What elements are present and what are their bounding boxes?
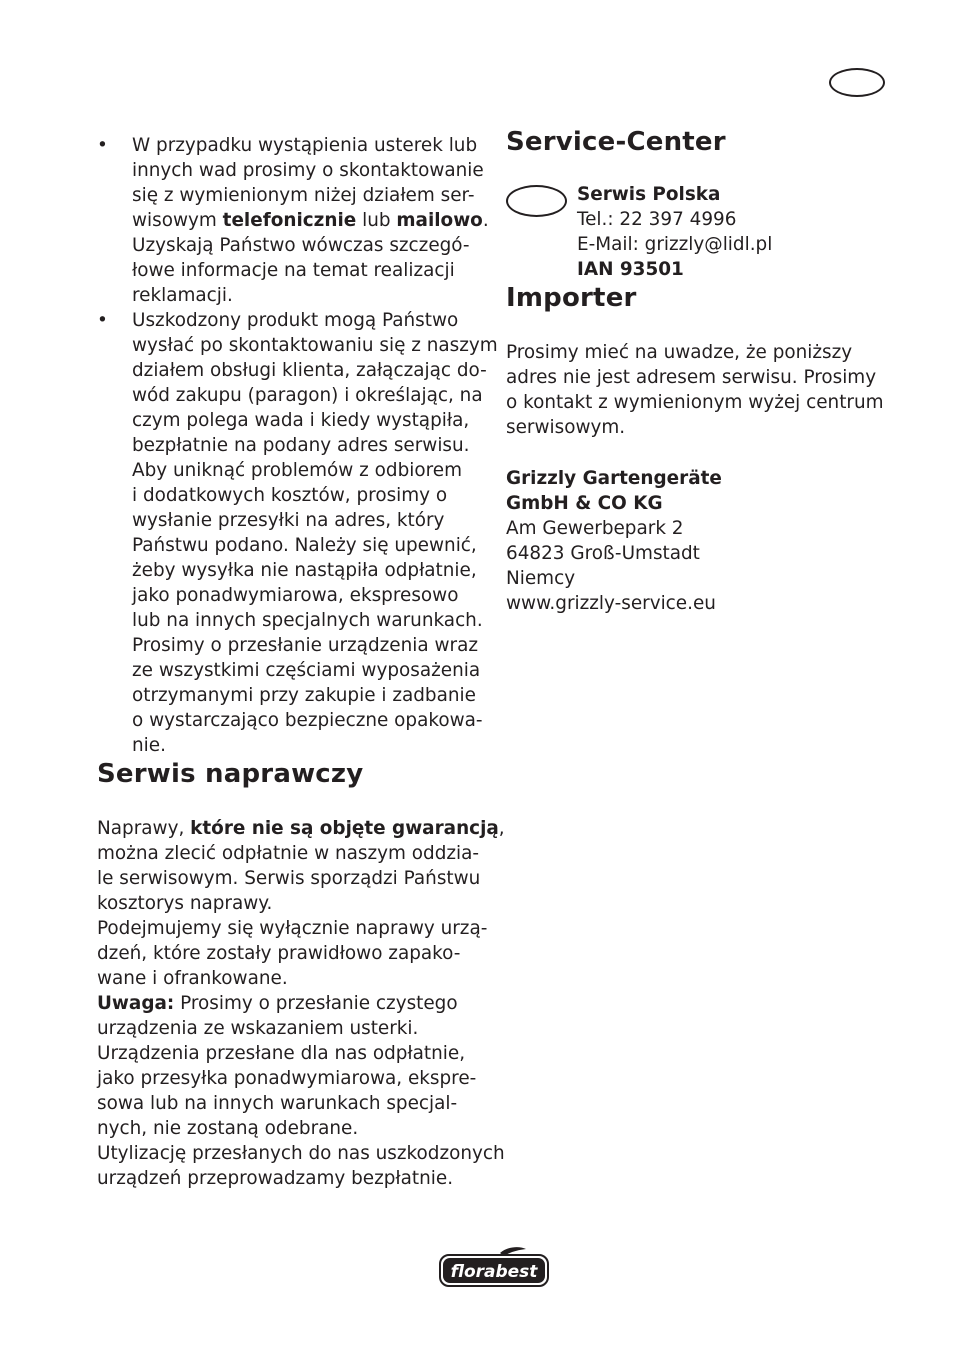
- text-line: [132, 283, 482, 308]
- text-line: [132, 383, 482, 408]
- service-ian: IAN 93501: [577, 259, 684, 280]
- bold-text: Uwaga:: [97, 993, 175, 1014]
- text-run: wód zakupu (paragon) i określając, na: [132, 385, 483, 406]
- bullet-text: [132, 133, 489, 308]
- text-run: innych wad prosimy o skontaktowanie: [132, 160, 484, 181]
- repair-section-text: [97, 816, 505, 1191]
- text-line: [97, 1016, 482, 1041]
- text-run: urządzeń przeprowadzamy bezpłatnie.: [97, 1168, 454, 1189]
- text-run: lub: [356, 210, 397, 231]
- text-run: czym polega wada i kiedy wystąpiła,: [132, 410, 470, 431]
- text-run: wisowym: [132, 210, 223, 231]
- text-run: Naprawy,: [97, 818, 191, 839]
- text-line: [132, 533, 482, 558]
- logo-text: florabest: [450, 1262, 538, 1282]
- text-run: .: [482, 210, 489, 231]
- text-line: [132, 308, 482, 333]
- bold-text: telefonicznie: [222, 210, 357, 231]
- left-column: [97, 133, 505, 1191]
- text-line: [97, 891, 482, 916]
- country-oval-marker: [506, 185, 567, 217]
- text-run: bezpłatnie na podany adres serwisu.: [132, 435, 470, 456]
- text-line: [132, 208, 489, 233]
- text-run: ,: [498, 818, 505, 839]
- importer-website: www.grizzly-service.eu: [506, 593, 716, 614]
- text-line: [132, 433, 482, 458]
- text-run: Prosimy o przesłanie czystego: [174, 993, 458, 1014]
- text-line: [132, 258, 482, 283]
- importer-company: GmbH & CO KG: [506, 493, 663, 514]
- bullet-text: [132, 308, 498, 758]
- text-line: [132, 508, 482, 533]
- text-line: [97, 1141, 505, 1166]
- importer-note-line: adres nie jest adresem serwisu. Prosimy: [506, 367, 877, 388]
- importer-note-line: Prosimy mieć na uwadze, że poniższy: [506, 342, 853, 363]
- text-line: [97, 866, 482, 891]
- text-run: wysłanie przesyłki na adres, który: [132, 510, 445, 531]
- bold-text: które nie są objęte gwarancją: [190, 818, 499, 839]
- bullet-item: [97, 308, 498, 758]
- text-line: [132, 333, 498, 358]
- text-line: [132, 408, 482, 433]
- text-line: [132, 233, 482, 258]
- importer-company: Grizzly Gartengeräte: [506, 468, 722, 489]
- text-line: [97, 916, 488, 941]
- text-run: jako przesyłka ponadwymiarowa, ekspre-: [97, 1068, 477, 1089]
- text-run: sowa lub na innych warunkach specjal-: [97, 1093, 458, 1114]
- text-line: [132, 483, 482, 508]
- text-line: [132, 608, 482, 633]
- text-run: jako ponadwymiarowa, ekspresowo: [132, 585, 459, 606]
- text-run: otrzymanymi przy zakupie i zadbanie: [132, 685, 476, 706]
- importer-street: Am Gewerbepark 2: [506, 518, 684, 539]
- text-line: [132, 683, 482, 708]
- importer-title: Importer: [506, 283, 637, 313]
- text-run: dzeń, które zostały prawidłowo zapako-: [97, 943, 461, 964]
- text-run: nych, nie zostaną odebrane.: [97, 1118, 359, 1139]
- text-run: Aby uniknąć problemów z odbiorem: [132, 460, 463, 481]
- importer-note-line: o kontakt z wymienionym wyżej centrum: [506, 392, 884, 413]
- importer-city: 64823 Groß-Umstadt: [506, 543, 700, 564]
- service-center-title: Service-Center: [506, 127, 726, 157]
- text-run: wane i ofrankowane.: [97, 968, 288, 989]
- text-run: Uzyskają Państwo wówczas szczegó-: [132, 235, 470, 256]
- text-line: [132, 133, 482, 158]
- service-name: Serwis Polska: [577, 184, 721, 205]
- text-run: lub na innych specjalnych warunkach.: [132, 610, 483, 631]
- text-run: nie.: [132, 735, 166, 756]
- text-run: Prosimy o przesłanie urządzenia wraz: [132, 635, 479, 656]
- text-line: [97, 1116, 482, 1141]
- text-line: [97, 841, 482, 866]
- importer-note-line: serwisowym.: [506, 417, 626, 438]
- text-line: [97, 966, 482, 991]
- text-line: [132, 358, 487, 383]
- text-run: Urządzenia przesłane dla nas odpłatnie,: [97, 1043, 466, 1064]
- bullet-item: [97, 133, 489, 308]
- text-run: Podejmujemy się wyłącznie naprawy urzą-: [97, 918, 488, 939]
- text-line: [132, 633, 482, 658]
- importer-address: [506, 466, 886, 616]
- text-line: [97, 1091, 482, 1116]
- text-line: [97, 1066, 482, 1091]
- text-line: [97, 1166, 482, 1191]
- text-run: Uszkodzony produkt mogą Państwo: [132, 310, 459, 331]
- text-run: i dodatkowych kosztów, prosimy o: [132, 485, 448, 506]
- text-line: [132, 708, 482, 733]
- bold-text: mailowo: [396, 210, 483, 231]
- text-line: [132, 183, 482, 208]
- language-oval-marker: [829, 68, 885, 97]
- repair-section-title: Serwis naprawczy: [97, 759, 364, 789]
- text-line: [97, 816, 505, 841]
- text-line: [97, 941, 482, 966]
- text-run: żeby wysyłka nie nastąpiła odpłatnie,: [132, 560, 477, 581]
- text-run: kosztorys naprawy.: [97, 893, 273, 914]
- text-run: działem obsługi klienta, załączając do-: [132, 360, 487, 381]
- text-run: się z wymienionym niżej działem ser-: [132, 185, 475, 206]
- text-run: reklamacji.: [132, 285, 233, 306]
- text-run: o wystarczająco bezpieczne opakowa-: [132, 710, 483, 731]
- service-phone: Tel.: 22 397 4996: [577, 209, 737, 230]
- text-line: [132, 733, 482, 758]
- service-email: E-Mail: grizzly@lidl.pl: [577, 234, 773, 255]
- service-contact: [506, 182, 886, 282]
- text-run: ze wszystkimi częściami wyposażenia: [132, 660, 481, 681]
- text-run: W przypadku wystąpienia usterek lub: [132, 135, 478, 156]
- florabest-logo: [438, 1245, 550, 1289]
- text-run: le serwisowym. Serwis sporządzi Państwu: [97, 868, 481, 889]
- text-run: Utylizację przesłanych do nas uszkodzonych: [97, 1143, 505, 1164]
- text-line: [132, 458, 482, 483]
- text-line: [132, 583, 482, 608]
- text-run: łowe informacje na temat realizacji: [132, 260, 455, 281]
- importer-note: [506, 340, 886, 440]
- text-line: [132, 158, 482, 183]
- importer-country: Niemcy: [506, 568, 576, 589]
- text-run: wysłać po skontaktowaniu się z naszym: [132, 335, 498, 356]
- text-line: [97, 991, 482, 1016]
- text-run: urządzenia ze wskazaniem usterki.: [97, 1018, 419, 1039]
- right-column: [506, 126, 886, 616]
- bullet-icon: •: [97, 135, 108, 156]
- text-line: [97, 1041, 482, 1066]
- text-run: można zlecić odpłatnie w naszym oddzia-: [97, 843, 480, 864]
- text-run: Państwu podano. Należy się upewnić,: [132, 535, 477, 556]
- text-line: [132, 658, 482, 683]
- text-line: [132, 558, 482, 583]
- bullet-icon: •: [97, 310, 108, 331]
